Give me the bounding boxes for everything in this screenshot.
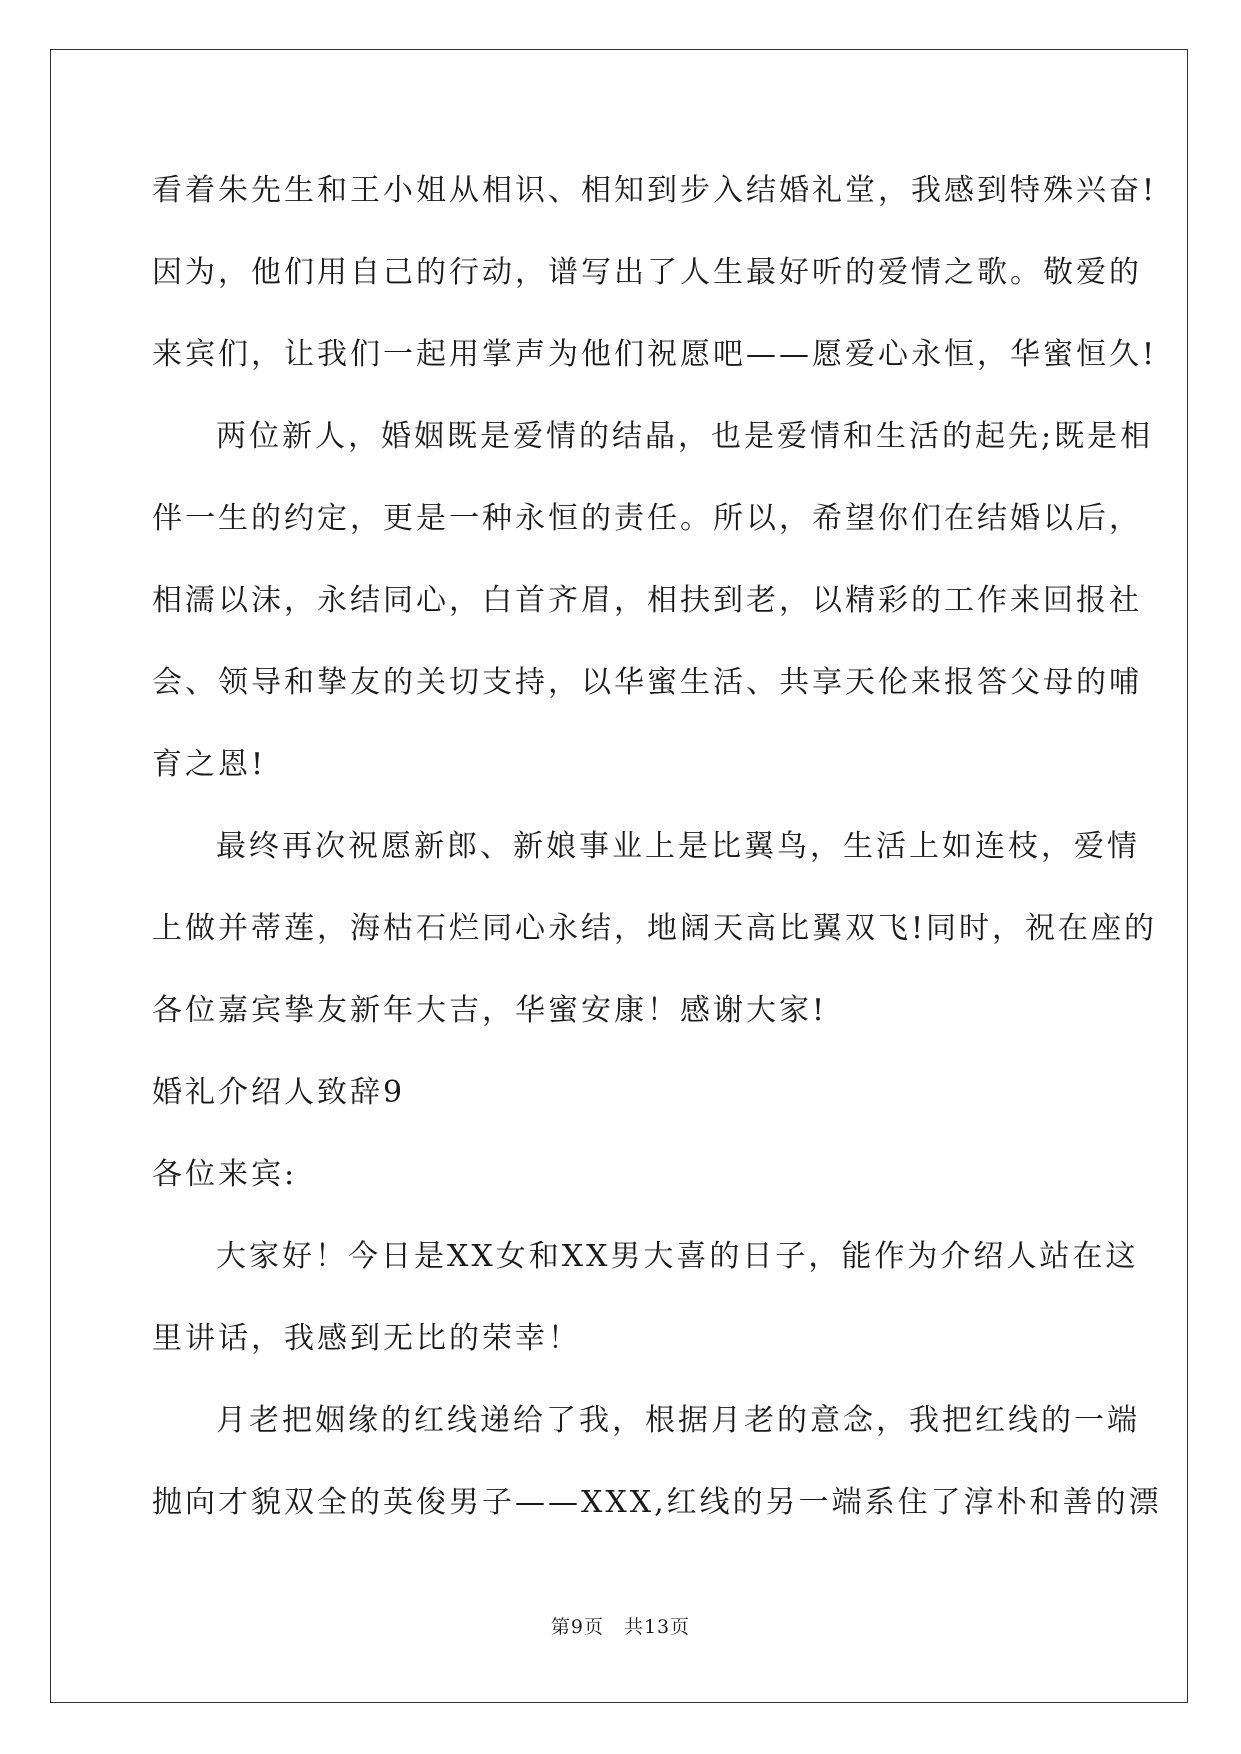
section-heading: 婚礼介绍人致辞9	[152, 1075, 406, 1110]
document-body	[152, 160, 1162, 1554]
text-line: 最终再次祝愿新郎、新娘事业上是比翼鸟，生活上如连枝，爱情	[216, 829, 1140, 864]
text-line: 各位嘉宾挚友新年大吉，华蜜安康！感谢大家!	[152, 993, 828, 1028]
text-line: 因为，他们用自己的行动，谱写出了人生最好听的爱情之歌。敬爱的	[152, 255, 1142, 290]
text-line: 来宾们，让我们一起用掌声为他们祝愿吧——愿爱心永恒，华蜜恒久!	[152, 337, 1158, 372]
text-line: 育之恩!	[152, 747, 267, 782]
text-line: 伴一生的约定，更是一种永恒的责任。所以，希望你们在结婚以后，	[152, 501, 1142, 536]
text-line: 看着朱先生和王小姐从相识、相知到步入结婚礼堂，我感到特殊兴奋!	[152, 173, 1158, 208]
text-line: 大家好！今日是XX女和XX男大喜的日子，能作为介绍人站在这	[216, 1239, 1139, 1274]
text-line: 相濡以沫，永结同心，白首齐眉，相扶到老，以精彩的工作来回报社	[152, 583, 1142, 618]
text-line: 月老把姻缘的红线递给了我，根据月老的意念，我把红线的一端	[216, 1403, 1140, 1438]
text-line: 抛向才貌双全的英俊男子——XXX,红线的另一端系住了淳朴和善的漂	[152, 1485, 1162, 1520]
salutation: 各位来宾:	[152, 1157, 298, 1192]
text-line: 里讲话，我感到无比的荣幸！	[152, 1321, 581, 1356]
text-line: 会、领导和挚友的关切支持，以华蜜生活、共享天伦来报答父母的哺	[152, 665, 1142, 700]
page-number-footer: 第9页 共13页	[550, 1616, 691, 1638]
text-line: 上做并蒂莲，海枯石烂同心永结，地阔天高比翼双飞!同时，祝在座的	[152, 911, 1158, 946]
text-line: 两位新人，婚姻既是爱情的结晶，也是爱情和生活的起先;既是相	[216, 419, 1154, 454]
